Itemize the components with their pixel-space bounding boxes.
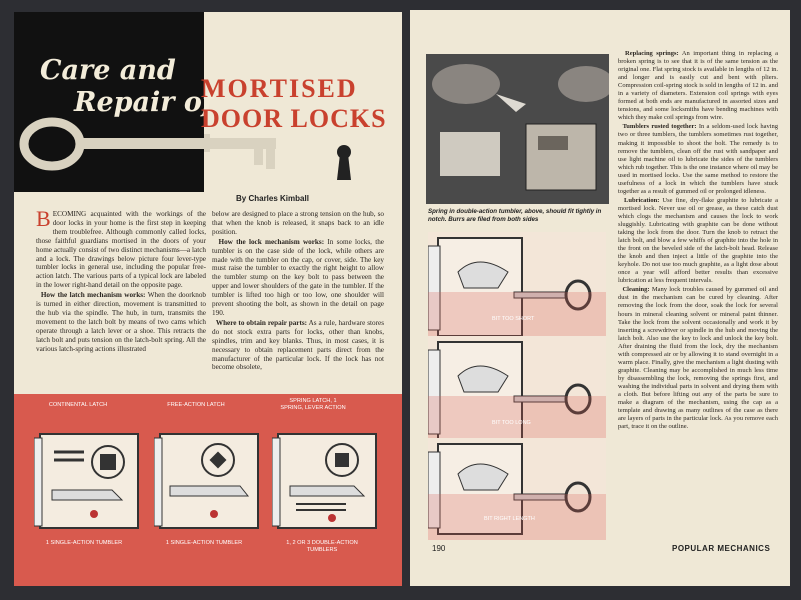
col2-paragraph-1: below are designed to place a strong tension on the hub, so that when the knob is released, it snaps back to an idle position. bbox=[212, 210, 384, 236]
col1-paragraph-2: When the doorknob is turned in either direction, movement is transmitted to the hub via the spindle. The hub, in turn, transmits the movement to the latch bolt by means of two cams which operate through a latch lever or a shoe. This retracts the latch bolt and puts tension on the latch-bolt spring. All the various latch-spring actions illustrated bbox=[36, 291, 207, 353]
col2-heading-lock: How the lock mechanism works: bbox=[218, 237, 325, 246]
paragraph-replacing-springs: An important thing in replacing a broken spring is to see that it is of the same tension as the original one. Flat spring stock is available in lengths of 12 in. and longer and is easily cut and bent with pliers. Compression coil-spring stock is sold in lengths of 12 in. and in a variety of diameters. Extension coil springs with eyes formed at both ends are manufactured in assorted sizes and tensions, and some locksmiths have bending machines with which they make coil springs from wire. bbox=[618, 50, 779, 122]
heading-cleaning: Cleaning: bbox=[622, 286, 650, 294]
col1-heading-latch: How the latch mechanism works: bbox=[40, 291, 146, 300]
col2-heading-parts: Where to obtain repair parts: bbox=[215, 318, 308, 327]
title-script-care: Care and bbox=[40, 55, 176, 86]
heading-lubrication: Lubrication: bbox=[624, 196, 660, 204]
heading-replacing-springs: Replacing springs: bbox=[625, 50, 679, 57]
left-page bbox=[14, 12, 402, 586]
left-column-2 bbox=[212, 210, 384, 373]
bit-right-length-label: BIT RIGHT LENGTH bbox=[484, 516, 535, 522]
lock-repair-photo bbox=[426, 54, 609, 204]
page-number: 190 bbox=[432, 544, 446, 553]
magazine-name: POPULAR MECHANICS bbox=[672, 544, 771, 553]
bit-too-long-label: BIT TOO LONG bbox=[492, 420, 531, 426]
diagram-3-bottom-label: 1, 2 OR 3 DOUBLE-ACTION TUMBLERS bbox=[286, 540, 358, 553]
left-column-1 bbox=[36, 206, 207, 355]
title-mortised: MORTISED bbox=[201, 74, 358, 103]
right-page bbox=[410, 10, 790, 586]
bit-too-short-diagram bbox=[428, 232, 606, 344]
col1-paragraph-1: ECOMING acquainted with the workings of the door locks in your home is the first step in keeping them troublefree. Although commonly called locks, those faithful guardians mortised in the doors of your home actually consist of two distinct mechanisms—a latch and a lock. The drawings below picture four lever-type tumbler locks in general use, including the popular free-action latch. The various parts of a typical lock are labeled in the lower right-hand detail on the opposite page. bbox=[36, 210, 206, 290]
diagram-2-bottom-label: 1 SINGLE-ACTION TUMBLER bbox=[165, 540, 243, 546]
paragraph-tumblers-rusted: In a seldom-used lock having two or three tumblers, the tumblers sometimes rust together, making it impossible to shoot the bolt. The remedy is to remove the tumblers, clean off the rust with sandpaper and use light machine oil to lubricate the sides of the tumblers which rub together. This is the one instance where oil may be used in mortised locks. Use the same method to restore the usefulness of a lock in which the tumblers have stuck together as a result of gummed oil or prolonged idleness. bbox=[618, 123, 779, 195]
heading-tumblers-rusted: Tumblers rusted together: bbox=[622, 123, 697, 131]
continental-latch-diagram bbox=[34, 430, 144, 530]
keyhole-icon bbox=[334, 142, 354, 182]
spring-latch-diagram bbox=[272, 430, 382, 530]
bit-too-short-label: BIT TOO SHORT bbox=[492, 316, 535, 322]
paragraph-lubrication: Use fine, dry-flake graphite to lubricate a mortised lock. Never use oil or grease, as these catch dust which clogs the mechanism and causes the lock to work sluggishly. Lubricating with graphite can be done without taking the lock from the door. Turn the knob to retract the latch bolt, and blow a few whiffs of graphite into the hole in the front on the beveled side of the latch-bolt head. Release the knob and then inject a little of the graphite into the keyhole. Do not use too much graphite, as a light dose about once a year will afford better results than excessive lubrication at less frequent intervals. bbox=[618, 196, 779, 285]
photo-caption: Spring in double-action tumbler, above, should fit tightly in notch. Burrs are filed from both sides bbox=[428, 208, 602, 223]
diagram-1-top-label: CONTINENTAL LATCH bbox=[48, 402, 108, 408]
right-column bbox=[618, 50, 778, 432]
skeleton-key-illustration bbox=[14, 112, 304, 182]
diagram-2-top-label: FREE-ACTION LATCH bbox=[167, 402, 225, 408]
byline: By Charles Kimball bbox=[236, 194, 309, 203]
free-action-latch-diagram bbox=[154, 430, 264, 530]
bit-too-long-diagram bbox=[428, 336, 606, 448]
col2-paragraph-3: As a rule, hardware stores do not stock extra parts for locks, other than knobs, spindles, trim and key blanks. Thus, in most cases, it is necessary to obtain replacement parts direct from the manufacturer of the particular lock. If the lock has not become obsolete, bbox=[212, 318, 385, 372]
bit-right-length-diagram bbox=[428, 438, 606, 540]
title-script-repair: Repair of bbox=[74, 87, 214, 118]
diagram-3-top-label: SPRING LATCH, 1 SPRING, LEVER ACTION bbox=[280, 398, 346, 411]
col2-paragraph-2: In some locks, the tumbler is on the case side of the lock, while others are made with the tumbler on the cap, or cover, side. The key must raise the tumbler to exactly the right height to allow the tumbler stump on the key bolt to pass between the upper and lower shoulders of the gate in the tumbler. If the tumbler is lifted too high or too low, one shoulder will prevent shooting the bolt, as shown in the detail on page 190. bbox=[212, 237, 384, 317]
title-door-locks: DOOR LOCKS bbox=[201, 104, 387, 133]
paragraph-cleaning: Many lock troubles caused by gummed oil and dust in the mechanism can be cured by cleaning. After removing the lock from the door, soak the lock for several hours in mineral cleaning solvent or mineral paint thinner. Take the lock from the solvent occasionally and work it by inserting a screwdriver or spindle in the hub and moving the latch bolt. Also use the key to lock and unlock the key bolt. After draining the fluid from the lock, dry the mechanism with compressed air or by allowing it to stand overnight in a warm place. Finally, give the mechanism a light dusting with graphite. Cleaning may be accomplished in much less time by disassembling the lock, removing the springs first, and washing the individual parts in solvent and drying them with a cloth. But before lifting out any of the parts be sure to make a diagram of the mechanism, using the cap as a template and drawing as many outlines of the case as there are layers of parts in the particular lock. As you remove each part, trace it on the outline. bbox=[618, 286, 778, 431]
drop-cap: B bbox=[36, 206, 51, 231]
diagram-1-bottom-label: 1 SINGLE-ACTION TUMBLER bbox=[45, 540, 123, 546]
lock-diagrams-panel bbox=[14, 394, 402, 586]
